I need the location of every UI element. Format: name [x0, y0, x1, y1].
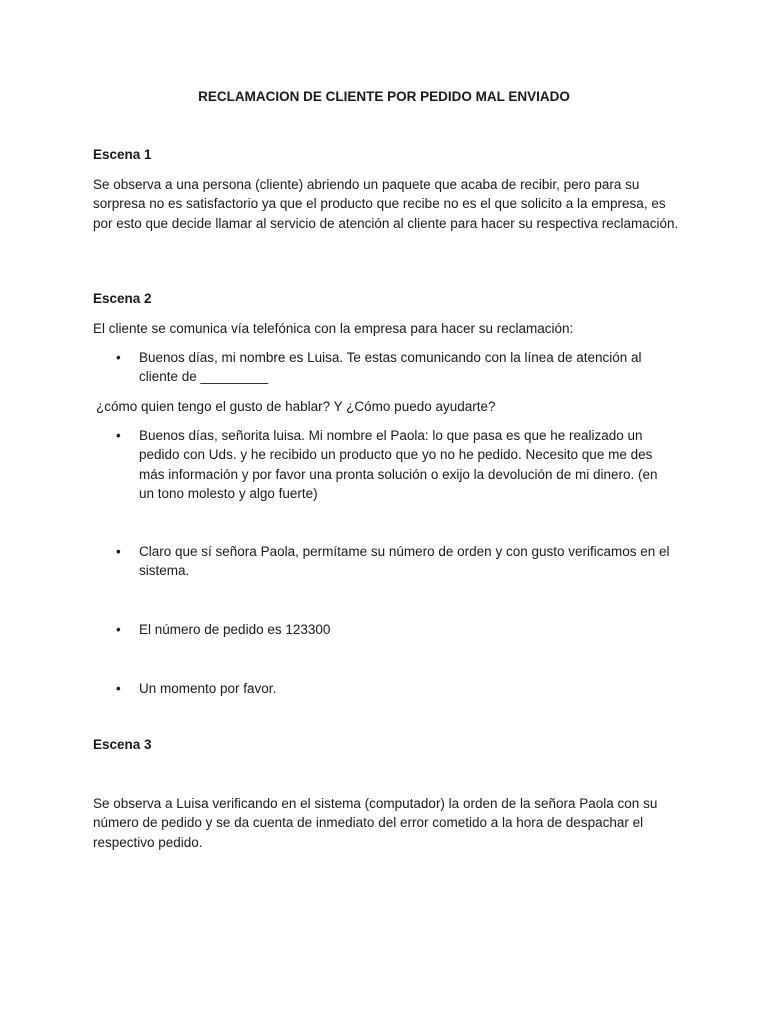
- scene2-question: ¿cómo quien tengo el gusto de hablar? Y ¿Cómo puedo ayudarte?: [96, 399, 496, 414]
- scene3-heading: Escena 3: [93, 737, 152, 752]
- list-item: [116, 620, 676, 639]
- list-item-text: El número de pedido es 123300: [139, 622, 331, 637]
- list-item-text: Buenos días, mi nombre es Luisa. Te estas comunicando con la línea de atención al cliente de _________: [139, 350, 642, 385]
- scene2-intro: El cliente se comunica vía telefónica con la empresa para hacer su reclamación:: [93, 321, 574, 336]
- list-item-text: Un momento por favor.: [139, 681, 277, 696]
- bullet-icon: •: [116, 350, 121, 365]
- list-item: [116, 679, 676, 698]
- bullet-icon: •: [116, 428, 121, 443]
- bullet-icon: •: [116, 622, 121, 637]
- list-item-text: Buenos días, señorita luisa. Mi nombre el Paola: lo que pasa es que he realizado un pedido con Uds. y he recibido un producto que yo no he pedido. Necesito que me des más información y por favor una pronta solución o exijo la devolución de mi dinero. (en un tono molesto y algo fuerte): [139, 428, 658, 501]
- list-item: [116, 348, 676, 387]
- list-item: [116, 426, 676, 503]
- bullet-icon: •: [116, 681, 121, 696]
- scene1-paragraph: Se observa a una persona (cliente) abriendo un paquete que acaba de recibir, pero para su sorpresa no es satisfactorio ya que el producto que recibe no es el que solicito a la empresa, es por esto que decide llamar al servicio de atención al cliente para hacer su respectiva reclamación.: [93, 177, 679, 231]
- bullet-icon: •: [116, 544, 121, 559]
- document-title: RECLAMACION DE CLIENTE POR PEDIDO MAL ENVIADO: [198, 89, 570, 104]
- list-item: [116, 542, 676, 581]
- list-item-text: Claro que sí señora Paola, permítame su número de orden y con gusto verificamos en el sistema.: [139, 544, 670, 579]
- scene2-heading: Escena 2: [93, 291, 152, 306]
- scene1-heading: Escena 1: [93, 147, 152, 162]
- scene3-paragraph: Se observa a Luisa verificando en el sistema (computador) la orden de la señora Paola con su número de pedido y se da cuenta de inmediato del error cometido a la hora de despachar el respectivo pedido.: [93, 796, 658, 850]
